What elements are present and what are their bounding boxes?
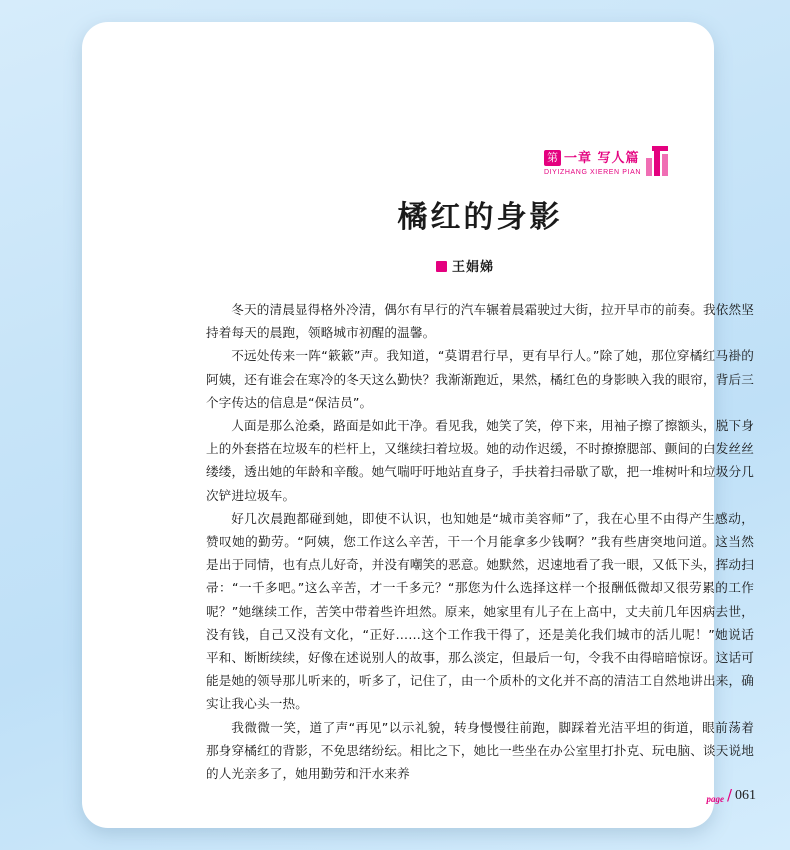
paragraph: 人面是那么沧桑，路面是如此干净。看见我，她笑了笑，停下来，用袖子擦了擦额头，脱下身上的外套搭在垃圾车的栏杆上，又继续扫着垃圾。她的动作迟缓，不时撩撩腮部、颤间的白发丝丝缕缕，透出她的年龄和辛酸。她气喘吁吁地站直身子，手扶着扫帚歇了歇，把一堆树叶和垃圾分几次铲进垃圾车。	[206, 418, 754, 503]
article-body	[206, 298, 754, 785]
page-number: 061	[735, 788, 756, 803]
paragraph: 好几次晨跑都碰到她，即使不认识，也知她是“城市美容师”了，我在心里不由得产生感动，赞叹她的勤劳。“阿姨，您工作这么辛苦，干一个月能拿多少钱啊？”我有些唐突地问道。这当然是出于同情，也有点儿好奇，并没有嘲笑的恶意。她默然，迟速地看了我一眼，又低下头，挥动扫帚：“一千多吧。”这么辛苦，才一千多元？“那您为什么选择这样一个报酬低微却又很劳累的工作呢？”她继续工作，苦笑中带着些许坦然。原来，她家里有儿子在上高中，丈夫前几年因病去世，没有钱，自己又没有文化，“正好……这个工作我干得了，还是美化我们城市的活儿呢！”她说话平和、断断续续，好像在述说别人的故事，那么淡定，但最后一句，令我不由得暗暗惊讶。这话可能是她的领导那儿听来的，听多了，记住了，由一个质朴的文化并不高的清洁工自然地讲出来，确实让我心头一热。	[206, 510, 754, 712]
chapter-title-pinyin: DIYIZHANG XIEREN PIAN	[543, 169, 641, 176]
book-page-sheet	[82, 22, 756, 828]
page-slash: /	[726, 786, 732, 804]
chapter-banner-texts	[544, 150, 641, 176]
paragraph: 不远处传来一阵“簌簌”声。我知道，“莫谓君行早，更有早行人。”除了她，那位穿橘红马褂的阿姨，还有谁会在寒冷的冬天这么勤快？我渐渐跑近，果然，橘红色的身影映入我的眼帘，背后三个字传达的信息是“保洁员”。	[206, 348, 754, 410]
author-name: 王娟娣	[451, 260, 494, 275]
chapter-banner-top-row	[544, 150, 640, 166]
chapter-title-cn: 一章 写人篇	[563, 150, 640, 166]
author-marker-icon	[436, 261, 447, 272]
page-label: page	[706, 794, 724, 804]
paragraph: 冬天的清晨显得格外冷清，偶尔有早行的汽车辗着晨霜驶过大街，拉开早市的前奏。我依然坚持着每天的晨跑，领略城市初醒的温馨。	[206, 302, 754, 341]
author-line	[200, 256, 760, 275]
chapter-number-badge: 第	[544, 150, 561, 166]
paragraph: 我微微一笑，道了声“再见”以示礼貌，转身慢慢往前跑，脚踩着光洁平坦的街道，眼前荡着那身穿橘红的背影，不免思绪纷纭。相比之下，她比一些坐在办公室里打扑克、玩电脑、谈天说地的人光亲多了，她用勤劳和汗水来养	[206, 719, 754, 782]
chapter-banner	[544, 146, 672, 176]
page-content-area	[200, 74, 760, 822]
page-title: 橘红的身影	[397, 200, 563, 235]
book-mark-icon	[646, 146, 672, 176]
page-footer	[706, 786, 756, 804]
